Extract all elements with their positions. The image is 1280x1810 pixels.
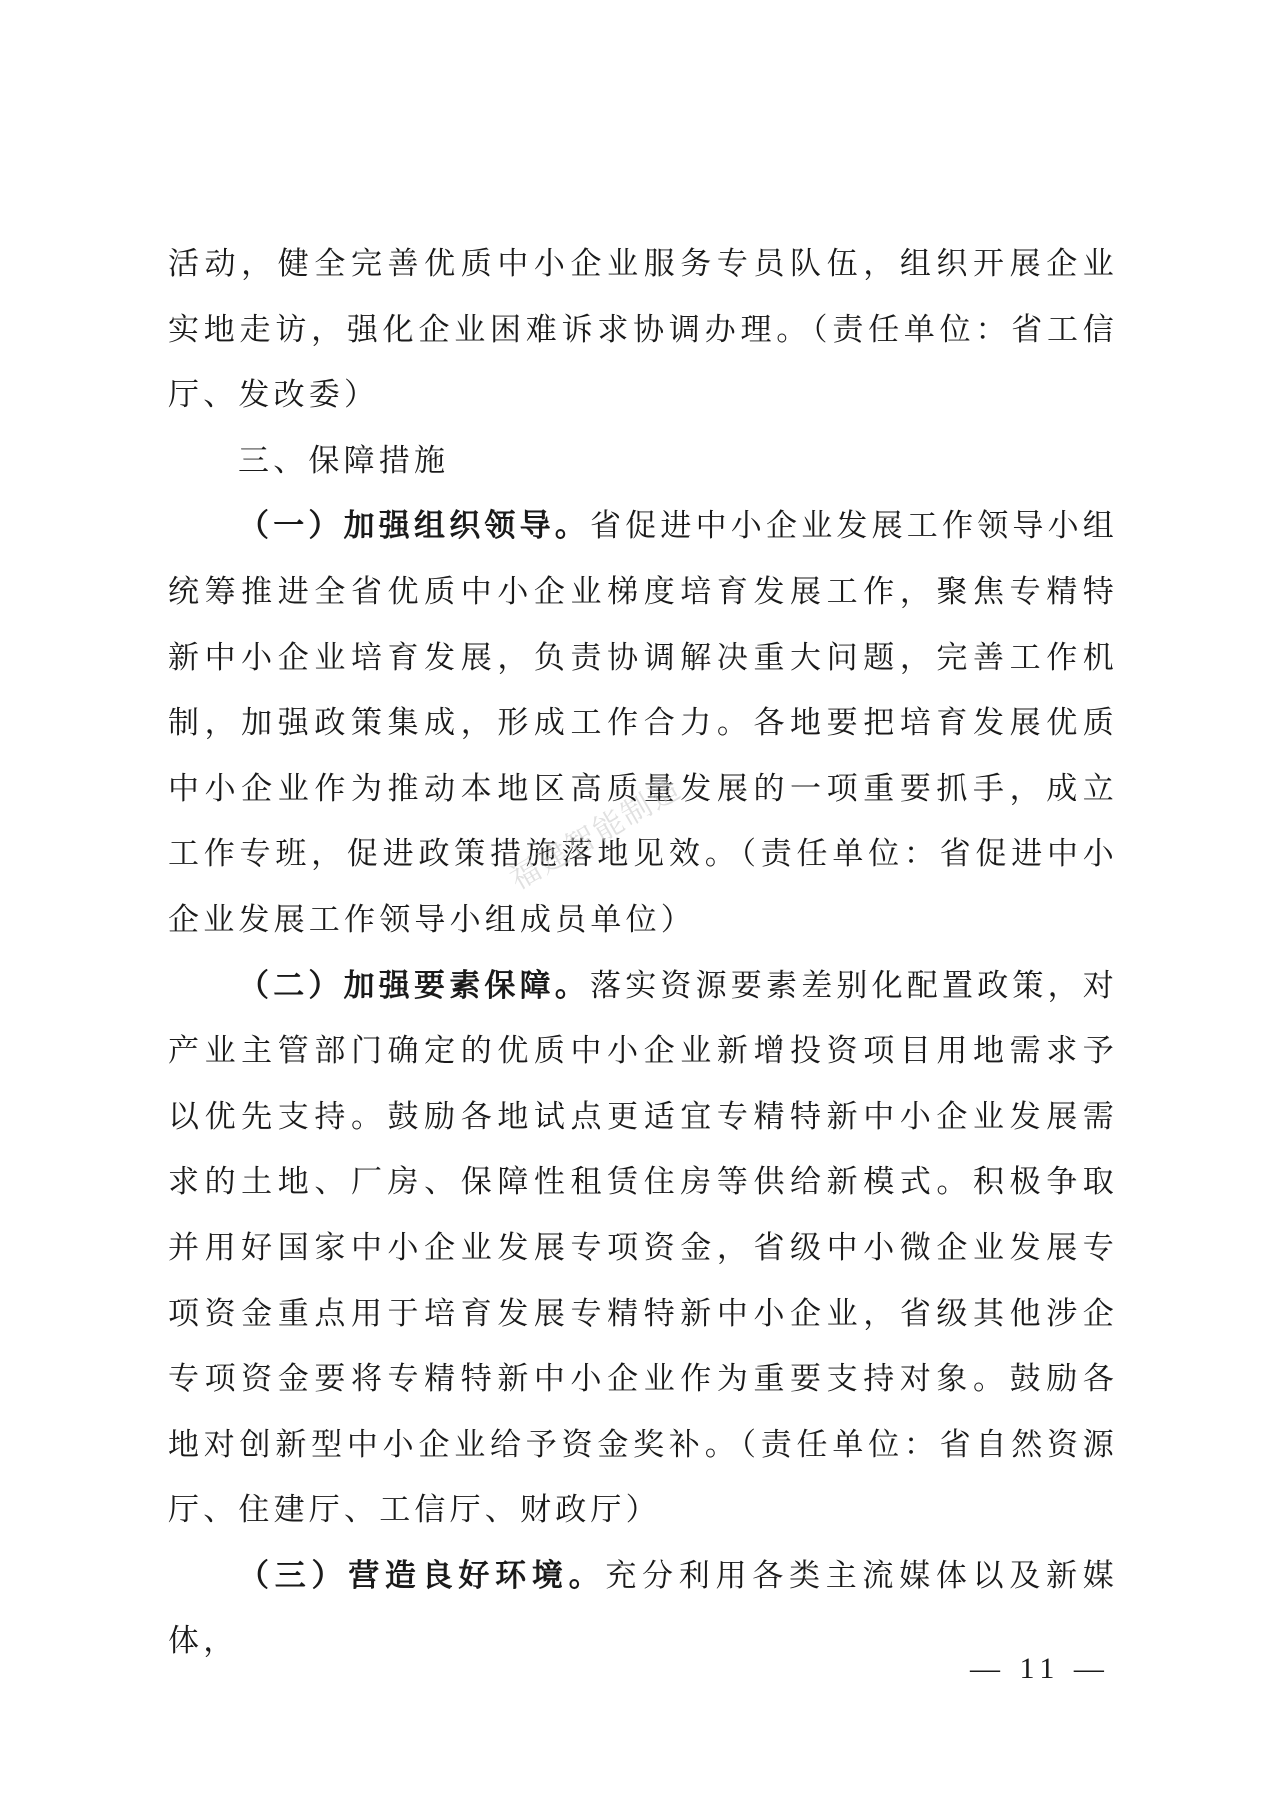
item-body-3: 充分利用各类主流媒体以及新媒体， (168, 1557, 1118, 1660)
item-title-3: （三）营造良好环境。 (238, 1557, 606, 1594)
item-paragraph-1 (168, 494, 1118, 953)
item-title-1: （一）加强组织领导。 (238, 508, 590, 545)
item-title-2: （二）加强要素保障。 (238, 967, 590, 1004)
continuation-paragraph: 活动，健全完善优质中小企业服务专员队伍，组织开展企业实地走访，强化企业困难诉求协调办理。（责任单位：省工信厅、发改委） (168, 246, 1118, 414)
item-paragraph-2 (168, 954, 1118, 1544)
section-heading: 三、保障措施 (238, 442, 450, 479)
item-body-2: 落实资源要素差别化配置政策，对产业主管部门确定的优质中小企业新增投资项目用地需求予以优先支持。鼓励各地试点更适宜专精特新中小企业发展需求的土地、厂房、保障性租赁住房等供给新模式。积极争取并用好国家中小企业发展专项资金，省级中小微企业发展专项资金重点用于培育发展专精特新中小企业，省级其他涉企专项资金要将专精特新中小企业作为重要支持对象。鼓励各地对创新型中小企业给予资金奖补。（责任单位：省自然资源厅、住建厅、工信厅、财政厅） (168, 967, 1118, 1529)
page-number: — 11 — (970, 1652, 1110, 1685)
item-body-1: 省促进中小企业发展工作领导小组统筹推进全省优质中小企业梯度培育发展工作，聚焦专精特新中小企业培育发展，负责协调解决重大问题，完善工作机制，加强政策集成，形成工作合力。各地要把培育发展优质中小企业作为推动本地区高质量发展的一项重要抓手，成立工作专班，促进政策措施落地见效。（责任单位：省促进中小企业发展工作领导小组成员单位） (168, 508, 1118, 938)
document-body (168, 232, 1118, 1675)
watermark: 福建智能制造 (504, 770, 688, 898)
